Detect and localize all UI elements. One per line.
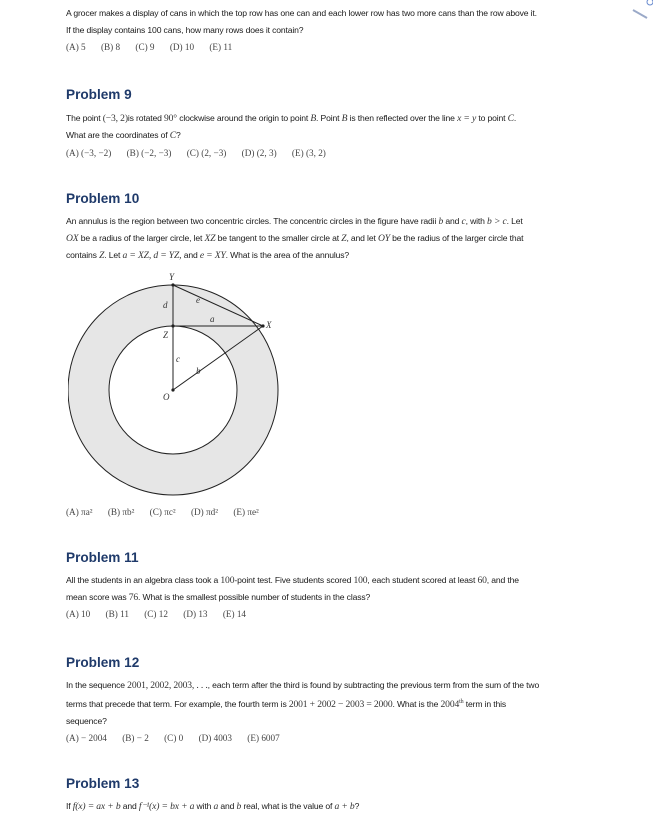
problem-9	[66, 86, 596, 162]
choice-b: (B) (−2, −3)	[126, 148, 172, 158]
problem-12-title: Problem 12	[66, 655, 140, 670]
choice-a: (A) (−3, −2)	[66, 148, 112, 158]
choice-b: (B) 11	[105, 609, 129, 619]
problem-10-line-2: OX be a radius of the larger circle, let XZ be tangent to the smaller circle at Z, and let OY be the radius of the larger circle that	[66, 233, 524, 244]
choice-d: (D) πd²	[190, 507, 219, 517]
problem-9-title: Problem 9	[66, 87, 132, 102]
problem-10	[66, 190, 596, 517]
label-y: Y	[169, 272, 175, 282]
problem-8-line-2: If the display contains 100 cans, how many rows does it contain?	[66, 25, 304, 35]
problem-13	[66, 775, 596, 815]
choice-d: (D) 13	[183, 609, 208, 619]
problem-10-line-1: An annulus is the region between two concentric circles. The concentric circles in the figure have radii b and c, with b > c. Let	[66, 216, 523, 227]
math-point: (−3, 2)	[102, 113, 128, 124]
problem-11-line-2: mean score was 76. What is the smallest possible number of students in the class?	[66, 592, 371, 603]
choice-b: (B) − 2	[122, 732, 149, 743]
problem-11-choices	[66, 606, 596, 623]
label-c: c	[176, 354, 180, 364]
choice-a: (A) − 2004	[66, 732, 107, 743]
choice-e: (E) 14	[222, 609, 247, 619]
label-d: d	[163, 300, 168, 310]
choice-a: (A) 5	[66, 42, 86, 52]
label-b: b	[196, 366, 201, 376]
choice-a: (A) πa²	[66, 507, 93, 517]
choice-d: (D) 10	[169, 42, 195, 52]
problem-13-line-1: If f(x) = ax + b and f⁻¹(x) = bx + a with a and b real, what is the value of a + b?	[66, 801, 360, 812]
problem-9-line-1: The point (−3, 2)is rotated 90° clockwise around the origin to point B. Point B is then reflected over the line x = y to point C.	[66, 113, 517, 124]
annulus-figure	[68, 270, 288, 500]
problem-11-title: Problem 11	[66, 550, 139, 565]
problem-11	[66, 549, 596, 623]
choice-b: (B) πb²	[107, 507, 135, 517]
problem-12-line-1: In the sequence 2001, 2002, 2003, . . ., each term after the third is found by subtracting the previous term from the sum of the two	[66, 680, 540, 691]
problem-10-line-3: contains Z. Let a = XZ, d = YZ, and e = XY. What is the area of the annulus?	[66, 250, 350, 261]
problem-8-tail	[66, 5, 596, 56]
label-a: a	[210, 314, 215, 324]
choice-b: (B) 8	[100, 42, 121, 52]
label-z: Z	[163, 330, 169, 340]
problem-11-line-1: All the students in an algebra class took a 100-point test. Five students scored 100, each student scored at least 60, and the	[66, 575, 519, 586]
problem-13-title: Problem 13	[66, 776, 140, 791]
problem-12-choices	[66, 730, 596, 747]
problem-8-line-1: A grocer makes a display of cans in which the top row has one can and each lower row has two more cans than the row above it.	[66, 8, 537, 18]
problem-8-choices	[66, 39, 596, 56]
problem-10-title: Problem 10	[66, 191, 140, 206]
problem-12	[66, 654, 596, 747]
choice-c: (C) πc²	[149, 507, 176, 517]
problem-12-line-3: sequence?	[66, 715, 107, 726]
choice-e: (E) πe²	[233, 507, 259, 517]
choice-e: (E) 6007	[247, 732, 280, 743]
choice-e: (E) (3, 2)	[291, 148, 326, 158]
label-o: O	[163, 392, 170, 402]
problem-10-choices	[66, 504, 272, 521]
problem-9-choices	[66, 145, 596, 162]
watermark-logo	[625, 0, 653, 22]
choice-c: (C) 12	[144, 609, 168, 619]
problem-9-line-2: What are the coordinates of C?	[66, 130, 181, 141]
choice-e: (E) 11	[209, 42, 233, 52]
choice-c: (C) (2, −3)	[186, 148, 227, 158]
choice-c: (C) 0	[164, 732, 184, 743]
choice-d: (D) (2, 3)	[241, 148, 277, 158]
choice-c: (C) 9	[135, 42, 155, 52]
choice-d: (D) 4003	[198, 732, 232, 743]
label-x: X	[266, 320, 272, 330]
label-e: e	[196, 295, 200, 305]
problem-12-line-2: terms that precede that term. For example, the fourth term is 2001 + 2002 − 2003 = 2000. What is the 2004th term in this	[66, 698, 506, 710]
choice-a: (A) 10	[66, 609, 91, 619]
